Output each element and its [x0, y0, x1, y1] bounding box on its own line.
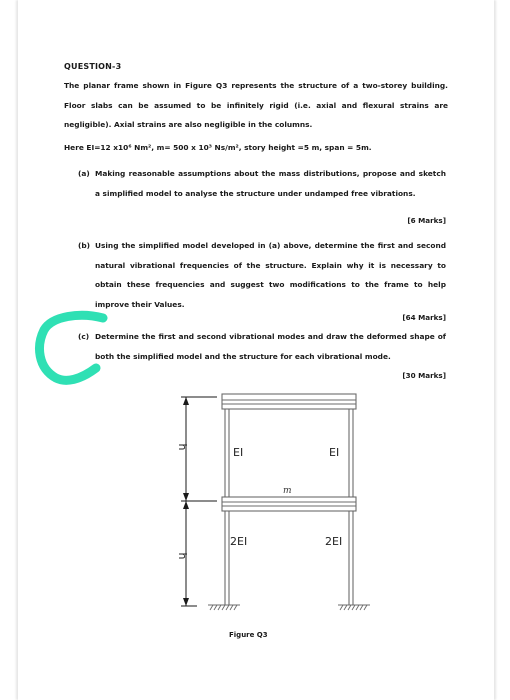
part-c-marks: [30 Marks]: [402, 371, 446, 380]
dim-label-upper: h: [176, 443, 189, 451]
roof-slab: [222, 394, 356, 409]
height-dimension-line: [181, 397, 217, 606]
lower-left-stiffness: 2EI: [230, 535, 248, 548]
part-b-label: (b): [78, 241, 91, 250]
question-heading: QUESTION-3: [64, 62, 122, 71]
upper-left-stiffness: EI: [233, 446, 244, 459]
part-c-label: (c): [78, 332, 90, 341]
part-b-marks: [64 Marks]: [402, 313, 446, 322]
floor-slab: [222, 497, 356, 511]
lower-right-stiffness: 2EI: [325, 535, 343, 548]
part-c-text: Determine the first and second vibrational modes and draw the deformed shape of both the simplified model and the structure for each vibrational mode.: [95, 332, 446, 361]
right-fixed-support: [338, 605, 370, 610]
figure-caption: Figure Q3: [229, 631, 268, 639]
question-givens: Here EI=12 x10⁶ Nm², m= 500 x 10³ Ns/m², story height =5 m, span = 5m.: [64, 143, 372, 152]
part-b-text: Using the simplified model developed in (a) above, determine the first and second natural vibrational frequencies of the structure. Explain why it is necessary to obtain these frequencies and suggest two modifications to the frame to help improve their Values.: [95, 241, 446, 309]
highlighter-mark: [40, 315, 103, 380]
upper-right-stiffness: EI: [329, 446, 340, 459]
question-intro: The planar frame shown in Figure Q3 represents the structure of a two-storey building. Floor slabs can be assumed to be infinitely rigid (i.e. axial and flexural strains are negligible). Axial strains are also negligible in the columns.: [64, 81, 448, 129]
part-a-marks: [6 Marks]: [407, 216, 446, 225]
mass-label: m: [283, 486, 292, 496]
part-a-text: Making reasonable assumptions about the mass distributions, propose and sketch a simplified model to analyse the structure under undamped free vibrations.: [95, 169, 446, 198]
part-a-label: (a): [78, 169, 90, 178]
left-fixed-support: [208, 605, 240, 610]
dim-label-lower: h: [176, 552, 189, 560]
